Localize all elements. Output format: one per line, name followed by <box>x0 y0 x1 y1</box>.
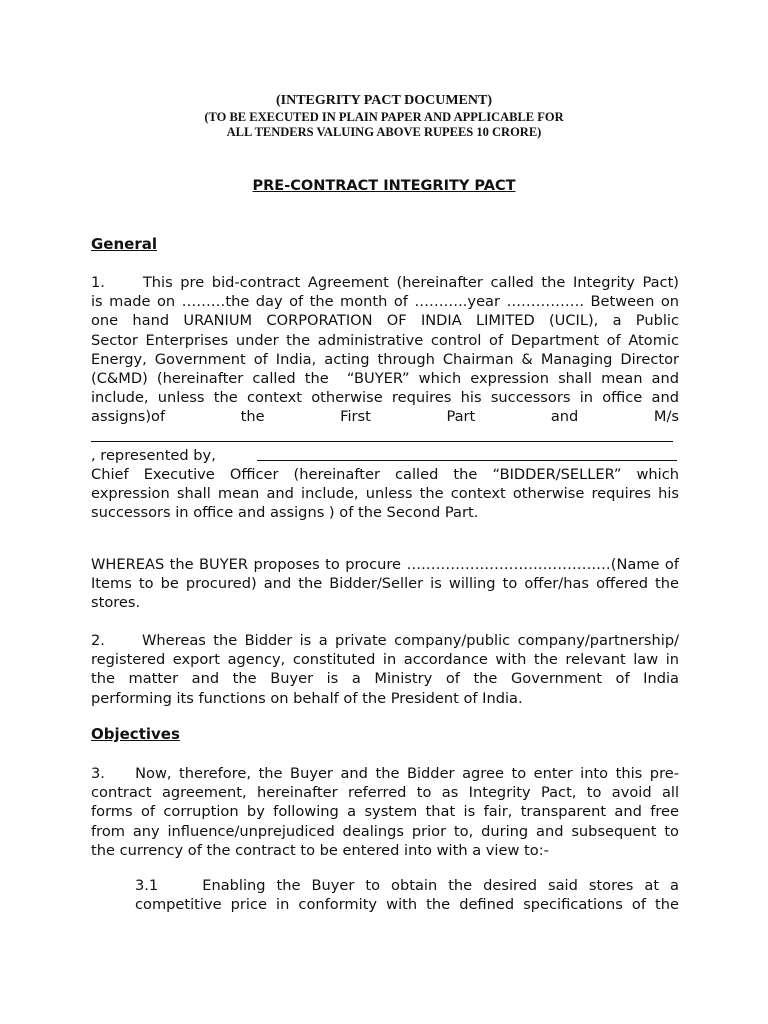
paragraph-line: the currency of the contract to be entered into with a view to:- <box>91 841 549 859</box>
paragraph-line: 2. Whereas the Bidder is a private company/public company/partnership/ <box>91 632 679 649</box>
word: First <box>340 408 371 426</box>
paragraph-line <box>91 446 679 465</box>
paragraph-line: 3. Now, therefore, the Buyer and the Bidder agree to enter into this pre- <box>91 765 679 782</box>
paragraph-line: 3.1 Enabling the Buyer to obtain the desired said stores at a <box>135 877 679 894</box>
paragraph-line: is made on ………the day of the month of ………..year ……………. Between on <box>91 293 679 311</box>
word: assigns)of <box>91 408 166 426</box>
word: the <box>240 408 265 426</box>
paragraph-line: include, unless the context otherwise requires his successors in office and <box>91 389 679 407</box>
blank-line-seller-name <box>91 427 679 446</box>
paragraph-line: forms of corruption by following a system that is fair, transparent and free <box>91 803 679 821</box>
document-title: PRE-CONTRACT INTEGRITY PACT <box>252 178 516 194</box>
paragraph-line: contract agreement, hereinafter referred to as Integrity Pact, to avoid all <box>91 784 679 802</box>
paragraph-line: 1. This pre bid-contract Agreement (hereinafter called the Integrity Pact) <box>91 274 679 291</box>
fill-in-blank <box>91 429 673 442</box>
whereas-paragraph <box>91 555 679 613</box>
paragraph-line: the matter and the Buyer is a Ministry of the Government of India <box>91 670 679 688</box>
word: and <box>550 408 579 426</box>
paragraph-line: competitive price in conformity with the defined specifications of the <box>135 896 679 914</box>
word: Part <box>446 408 476 426</box>
paragraph-line: Sector Enterprises under the administrative control of Department of Atomic <box>91 331 679 349</box>
paragraph-1 <box>91 273 679 523</box>
paragraph-line: Items to be procured) and the Bidder/Seller is willing to offer/has offered the <box>91 575 679 593</box>
paragraph-line: one hand URANIUM CORPORATION OF INDIA LIMITED (UCIL), a Public <box>91 312 679 330</box>
doc-header-line-3: ALL TENDERS VALUING ABOVE RUPEES 10 CRORE) <box>226 125 542 139</box>
paragraph-line: from any influence/unprejudiced dealings prior to, during and subsequent to <box>91 822 679 840</box>
paragraph-3 <box>91 764 679 860</box>
fill-in-blank <box>257 448 677 461</box>
represented-by-text: , represented by, <box>91 446 216 464</box>
paragraph-line: successors in office and assigns ) of the Second Part. <box>91 504 479 522</box>
section-heading-objectives: Objectives <box>91 725 180 743</box>
paragraph-line <box>91 407 679 426</box>
paragraph-2 <box>91 631 679 708</box>
word: M/s <box>653 408 679 426</box>
paragraph-line: performing its functions on behalf of the President of India. <box>91 689 523 707</box>
paragraph-line: expression shall mean and include, unless the context otherwise requires his <box>91 485 679 503</box>
doc-header-line-2: (TO BE EXECUTED IN PLAIN PAPER AND APPLICABLE FOR <box>204 110 564 124</box>
doc-header-line-1: (INTEGRITY PACT DOCUMENT) <box>276 93 492 108</box>
paragraph-line: Energy, Government of India, acting through Chairman & Managing Director <box>91 350 679 368</box>
paragraph-line: registered export agency, constituted in accordance with the relevant law in <box>91 651 679 669</box>
section-heading-general: General <box>91 235 157 253</box>
paragraph-line: Chief Executive Officer (hereinafter called the “BIDDER/SELLER” which <box>91 466 679 483</box>
paragraph-line: (C&MD) (hereinafter called the “BUYER” which expression shall mean and <box>91 370 679 388</box>
paragraph-line: stores. <box>91 594 141 612</box>
sub-clause-3-1 <box>135 876 679 914</box>
paragraph-line: WHEREAS the BUYER proposes to procure ……………………………………(Name of <box>91 556 679 573</box>
